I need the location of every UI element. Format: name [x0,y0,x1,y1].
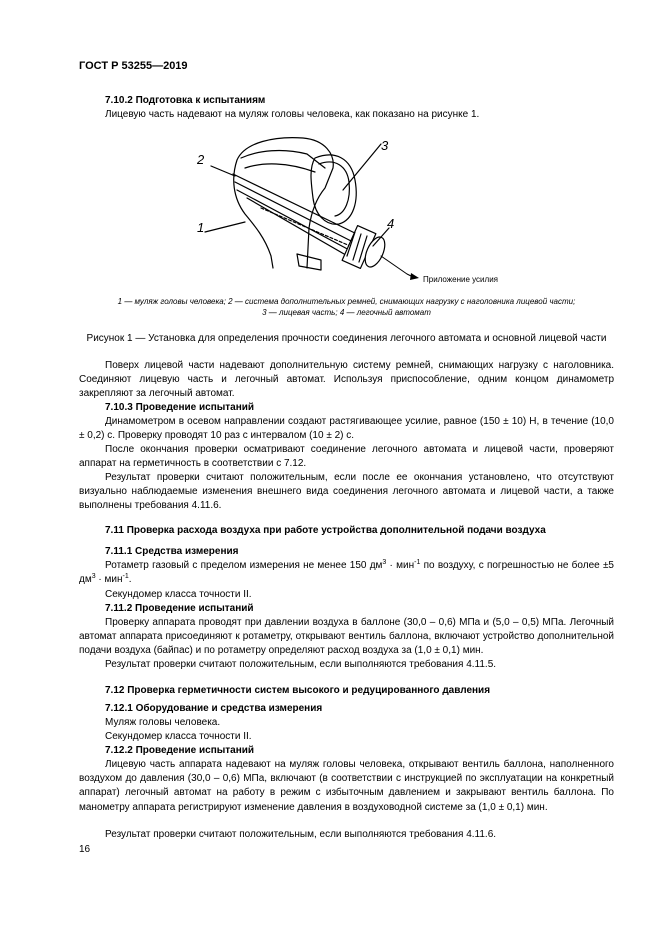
section-7-11-2-p2: Результат проверки считают положительным, если выполняются требования 4.11.5. [105,659,497,670]
section-7-12-heading: 7.12 Проверка герметичности систем высокого и редуцированного давления [105,685,491,696]
figure-caption: Рисунок 1 — Установка для определения прочности соединения легочного автомата и основной лицевой части [86,333,607,344]
section-7-12-1-heading: 7.12.1 Оборудование и средства измерения [105,703,323,714]
section-7-11-1-heading: 7.11.1 Средства измерения [105,546,239,557]
figure-label-4: 4 [387,216,395,231]
section-7-12-2-p2: Результат проверки считают положительным, если выполняются требования 4.11.6. [105,829,497,840]
section-7-12-2-p1: Лицевую часть аппарата надевают на муляж головы человека, открывают вентиль баллона, наполненного воздухом до давления (30,0 – 0,6) МПа, включают (в соответствии с инструкцией по эксплуатации на конкретный аппарат) легочный автомат на работу в режим с избыточным давлением и закрывают вентиль баллона. По манометру аппарата регистрируют изменение давления в воздуховодной системе за (1,0 ± 0,1) мин. [79,759,614,813]
section-7-10-2-heading: 7.10.2 Подготовка к испытаниям [105,95,266,106]
section-7-11-2-p1: Проверку аппарата проводят при давлении воздуха в баллоне (30,0 – 0,6) МПа и (5,0 – 0,5) МПа. Легочный автомат аппарата присоединяют к ротаметру, открывают вентиль баллона, включают устройство дополнительной подачи воздуха (байпас) и по ротаметру определяют расход воздуха за (1,0 ± 0,1) мин. [79,617,614,657]
section-7-11-1-p1: Ротаметр газовый с пределом измерения не менее 150 $дм^3 \cdot мин^{-1}$ по воздуху, с погрешностью не более ±5 $дм^3 \cdot мин^{-1}$. [79,559,614,586]
figure-legend-line2: 3 — лицевая часть; 4 — легочный автомат [262,308,431,317]
section-7-10-3-p1: Динамометром в осевом направлении создают растягивающее усилие, равное (150 ± 10) Н, в течение (10,0 ± 0,2) с. Проверку проводят 10 раз с интервалом (10 ± 2) с. [79,416,614,442]
page-number: 16 [79,844,91,855]
section-7-10-2-body: Поверх лицевой части надевают дополнительную систему ремней, снимающих нагрузку с наголовника. Соединяют лицевую часть и легочный автомат. Используя приспособление, одним концом динамометр закрепляют за легочный автомат. [79,360,614,400]
force-arrow [410,273,419,280]
section-7-12-1-p2: Секундомер класса точности II. [105,731,252,742]
section-7-12-1-p1: Муляж головы человека. [105,717,221,728]
standard-header: ГОСТ Р 53255—2019 [79,60,188,72]
figure-label-3: 3 [381,138,389,153]
section-7-11-1-p2: Секундомер класса точности II. [105,589,252,600]
figure-label-1: 1 [197,220,205,235]
section-7-12-2-heading: 7.12.2 Проведение испытаний [105,745,255,756]
demand-valve [342,226,407,274]
section-7-10-2-text: Лицевую часть надевают на муляж головы человека, как показано на рисунке 1. [105,109,480,120]
figure-label-2: 2 [197,152,205,167]
section-7-11-heading: 7.11 Проверка расхода воздуха при работе устройства дополнительной подачи воздуха [105,525,546,536]
force-label: Приложение усилия [423,275,498,284]
section-7-11-2-heading: 7.11.2 Проведение испытаний [105,603,254,614]
section-7-10-3-p2: После окончания проверки осматривают соединение легочного автомата и лицевой части, проверяют аппарат на герметичность в соответствии с 7.12. [79,444,614,470]
section-7-10-3-heading: 7.10.3 Проведение испытаний [105,402,255,413]
figure-legend-line1: 1 — муляж головы человека; 2 — система дополнительных ремней, снимающих нагрузку с наголовника лицевой части; [117,297,576,306]
strap-system [233,174,361,258]
figure-mask-diagram [175,128,515,290]
section-7-10-3-p3: Результат проверки считают положительным, если после ее окончания установлено, что отсутствуют визуально наблюдаемые изменения внешнего вида соединения легочного автомата и лицевой части, а также выполнены требования 4.11.6. [79,472,614,512]
